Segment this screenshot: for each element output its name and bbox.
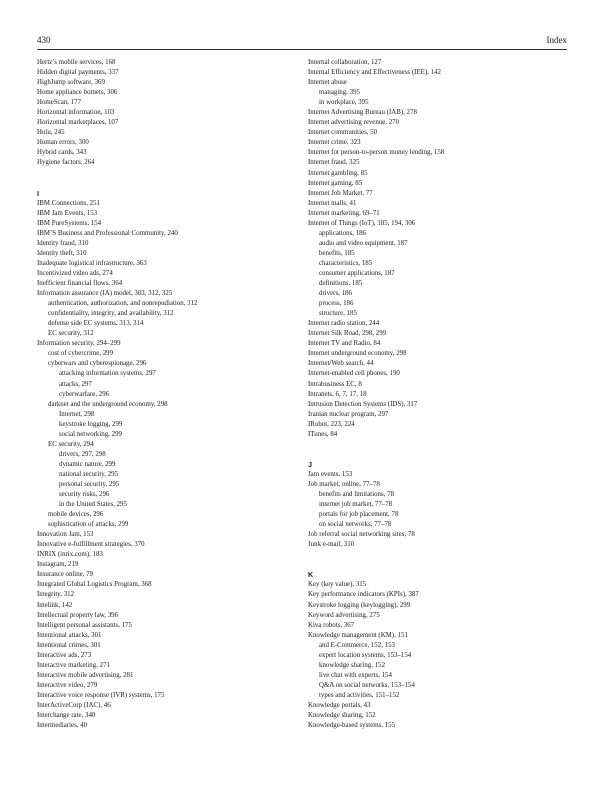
index-entry: Internet marketing, 69–71 [308,209,380,217]
index-subentry: attacks, 297 [59,380,92,388]
index-entry: IBM’S Business and Professional Community, 240 [37,229,178,237]
index-entry: IRobot, 223, 224 [308,420,355,428]
index-subentry: audio and video equipment, 187 [319,239,408,247]
index-entry: Internet Job Market, 77 [308,189,373,197]
index-entry: Intranets, 6, 7, 17, 18 [308,390,367,398]
index-entry: Knowledge management (KM), 151 [308,631,408,639]
index-subentry: characteristics, 185 [319,259,373,267]
index-entry: Hertz’s mobile services, 168 [37,59,116,66]
index-entry: Intelligent personal assistants, 175 [37,621,132,629]
index-entry: Internet-enabled cell phones, 190 [308,370,400,378]
index-entry: Knowledge sharing, 152 [308,712,376,720]
index-entry: Internal Efficiency and Effectiveness (IEE), 142 [308,69,441,77]
index-entry: IBM PureSystems, 154 [37,219,102,227]
index-column-right [308,58,570,731]
index-entry: Internet for person-to-person money lending, 158 [308,149,445,157]
index-entry: Insurance online, 79 [37,571,94,579]
index-subentry: definitions, 185 [319,280,363,288]
index-subentry: drivers, 297, 298 [59,450,106,458]
index-entry: Internet Silk Road, 298, 299 [308,330,387,338]
index-subentry: security risks, 296 [59,491,110,499]
index-entry: Internet/Web search, 44 [308,360,374,368]
index-subentry: portals for job placement, 78 [319,511,399,519]
index-entry: INRIX (inrix.com), 183 [37,551,103,559]
index-entry: Intrusion Detection Systems (IDS), 317 [308,400,418,408]
index-subentry: managing, 395 [319,89,360,97]
index-spacer [37,179,297,189]
index-subentry: applications, 186 [319,229,367,237]
index-entry: IBM Jam Events, 153 [37,209,98,217]
index-entry: Intentional attacks, 301 [37,631,102,639]
page-header [37,33,567,47]
index-entry: Internet malls, 41 [308,199,357,207]
index-subentry: benefits, 185 [319,249,355,257]
index-subentry: internet job market, 77–78 [319,501,393,509]
index-entry: Internet abuse [308,79,347,87]
index-spacer [37,169,297,179]
index-subentry: confidentiality, integrity, and availability, 312 [48,310,174,318]
index-subentry: social networking, 299 [59,430,122,438]
index-spacer [308,560,570,570]
index-entry: Internal collaboration, 127 [308,59,382,66]
index-subentry: and E-Commerce, 152, 153 [319,641,395,649]
index-entry: Intentional crimes, 301 [37,641,101,649]
index-entry: Internet gaming, 85 [308,179,363,187]
index-letter-heading: K [308,570,314,580]
index-entry: Horizontal marketplaces, 107 [37,119,119,127]
index-entry: Internet radio station, 244 [308,320,380,328]
index-subentry: consumer applications, 187 [319,269,395,277]
index-subentry: cost of cybercrime, 299 [48,350,114,358]
index-subentry: on social networks, 77–78 [319,521,392,529]
index-subentry: EC security, 294 [48,440,94,448]
index-entry: Key performance indicators (KPIs), 387 [308,591,419,599]
index-entry: Keyword advertising, 275 [308,611,380,619]
index-entry: Internet of Things (IoT), 185, 194, 306 [308,219,416,227]
index-entry: Internet advertising revenue, 270 [308,119,400,127]
index-subentry: cyberwars and cyberespionage, 296 [48,360,147,368]
index-spacer [308,450,570,460]
index-entry: HomeScan, 177 [37,99,82,107]
page-number: 430 [37,35,51,45]
index-entry: Interactive voice response (IVR) systems, 175 [37,691,165,699]
index-entry: Interactive mobile advertising, 281 [37,671,134,679]
index-subentry: attacking information systems, 297 [59,370,156,378]
index-letter-heading: I [37,188,39,198]
index-subentry: types and activities, 151–152 [319,691,400,699]
index-entry: Hulu, 245 [37,129,65,137]
index-entry: Intermediaries, 40 [37,722,88,730]
index-entry: Hidden digital payments, 337 [37,69,119,77]
index-entry: Inefficient financial flows, 364 [37,280,123,288]
index-entry: Internet crime, 323 [308,139,361,147]
index-entry: Home appliance botnets, 306 [37,89,118,97]
index-entry: Identity theft, 310 [37,249,87,257]
index-subentry: mobile devices, 296 [48,511,104,519]
index-entry: Information security, 294–299 [37,340,121,348]
index-subentry: Internet, 298 [59,410,95,418]
index-entry: Integrity, 312 [37,591,75,599]
index-subentry: drivers, 186 [319,290,352,298]
index-entry: Interactive ads, 273 [37,651,92,659]
index-entry: Job market, online, 77–78 [308,480,380,488]
index-entry: Keystroke logging (keylogging), 299 [308,601,411,609]
index-entry: IBM Connections, 251 [37,199,100,207]
index-entry: Incentivized video ads, 274 [37,269,113,277]
index-subentry: national security, 295 [59,470,119,478]
index-subentry: keystroke logging, 299 [59,420,123,428]
index-entry: Internet communities, 50 [308,129,378,137]
index-entry: Internet fraud, 325 [308,159,360,167]
index-subentry: expert location systems, 153–154 [319,651,412,659]
index-subentry: live chat with experts, 154 [319,671,392,679]
index-entry: Junk e-mail, 310 [308,541,355,549]
index-entry: Innovative e-fulfillment strategies, 370 [37,541,145,549]
index-subentry: Q&A on social networks, 153–154 [319,681,415,689]
index-entry: Kiva robots, 367 [308,621,355,629]
index-spacer [308,550,570,560]
index-entry: Knowledge-based systems, 155 [308,722,396,730]
index-subentry: EC security, 312 [48,330,94,338]
index-subentry: structure, 185 [319,310,357,318]
index-entry: Intelink, 142 [37,601,73,609]
index-entry: Integrated Global Logistics Program, 368 [37,581,152,589]
index-subentry: darknet and the underground economy, 298 [48,400,168,408]
index-subentry: process, 186 [319,300,354,308]
index-entry: Internet Advertising Bureau (IAB), 278 [308,109,417,117]
index-letter-heading: J [308,459,312,469]
index-entry: Jam events, 153 [308,470,353,478]
index-subentry: knowledge sharing, 152 [319,661,386,669]
index-entry: Job referral social networking sites, 78 [308,531,415,539]
index-entry: HighJump software, 369 [37,79,105,87]
section-title: Index [546,35,567,45]
index-entry: Knowledge portals, 43 [308,702,371,709]
index-entry: Information assurance (IA) model, 303, 312, 325 [37,290,173,298]
index-entry: InterActiveCorp (IAC), 46 [37,702,111,709]
index-subentry: personal security, 295 [59,480,120,488]
index-entry: Human errors, 300 [37,139,89,147]
index-subentry: in the United States, 295 [59,501,127,509]
index-subentry: defense side EC systems, 313, 314 [48,320,144,328]
index-entry: Internet underground economy, 298 [308,350,407,358]
index-subentry: dynamic nature, 299 [59,460,116,468]
index-entry: Internet gambling, 85 [308,169,368,177]
index-entry: Intellectual property law, 396 [37,611,119,619]
index-entry: Intrabusiness EC, 8 [308,380,362,388]
index-subentry: authentication, authorization, and nonrepudiation, 312 [48,300,198,308]
index-subentry: benefits and limitations, 78 [319,491,395,499]
index-entry: Hygiene factors, 264 [37,159,95,167]
index-entry: Hybrid cards, 343 [37,149,87,157]
index-entry: Identity fraud, 310 [37,239,89,247]
index-subentry: sophistication of attacks, 299 [48,521,129,529]
index-entry: Innovation Jam, 153 [37,531,94,539]
index-entry: Internet TV and Radio, 84 [308,340,381,348]
index-entry: Iranian nuclear program, 297 [308,410,389,418]
index-entry: Interactive marketing, 271 [37,661,110,669]
index-entry: Key (key value), 315 [308,581,367,589]
header-rule [37,49,567,50]
index-spacer [308,440,570,450]
index-entry: Horizontal information, 103 [37,109,115,117]
index-entry: Instagram, 219 [37,561,79,569]
index-column-left [37,58,297,731]
index-subentry: cyberwarfare, 296 [59,390,110,398]
index-entry: Inadequate logistical infrastructure, 363 [37,259,147,267]
index-entry: ITunes, 84 [308,430,338,438]
index-subentry: in workplace, 395 [319,99,369,107]
index-entry: Interactive video, 279 [37,681,98,689]
index-entry: Interchange rate, 340 [37,712,96,720]
